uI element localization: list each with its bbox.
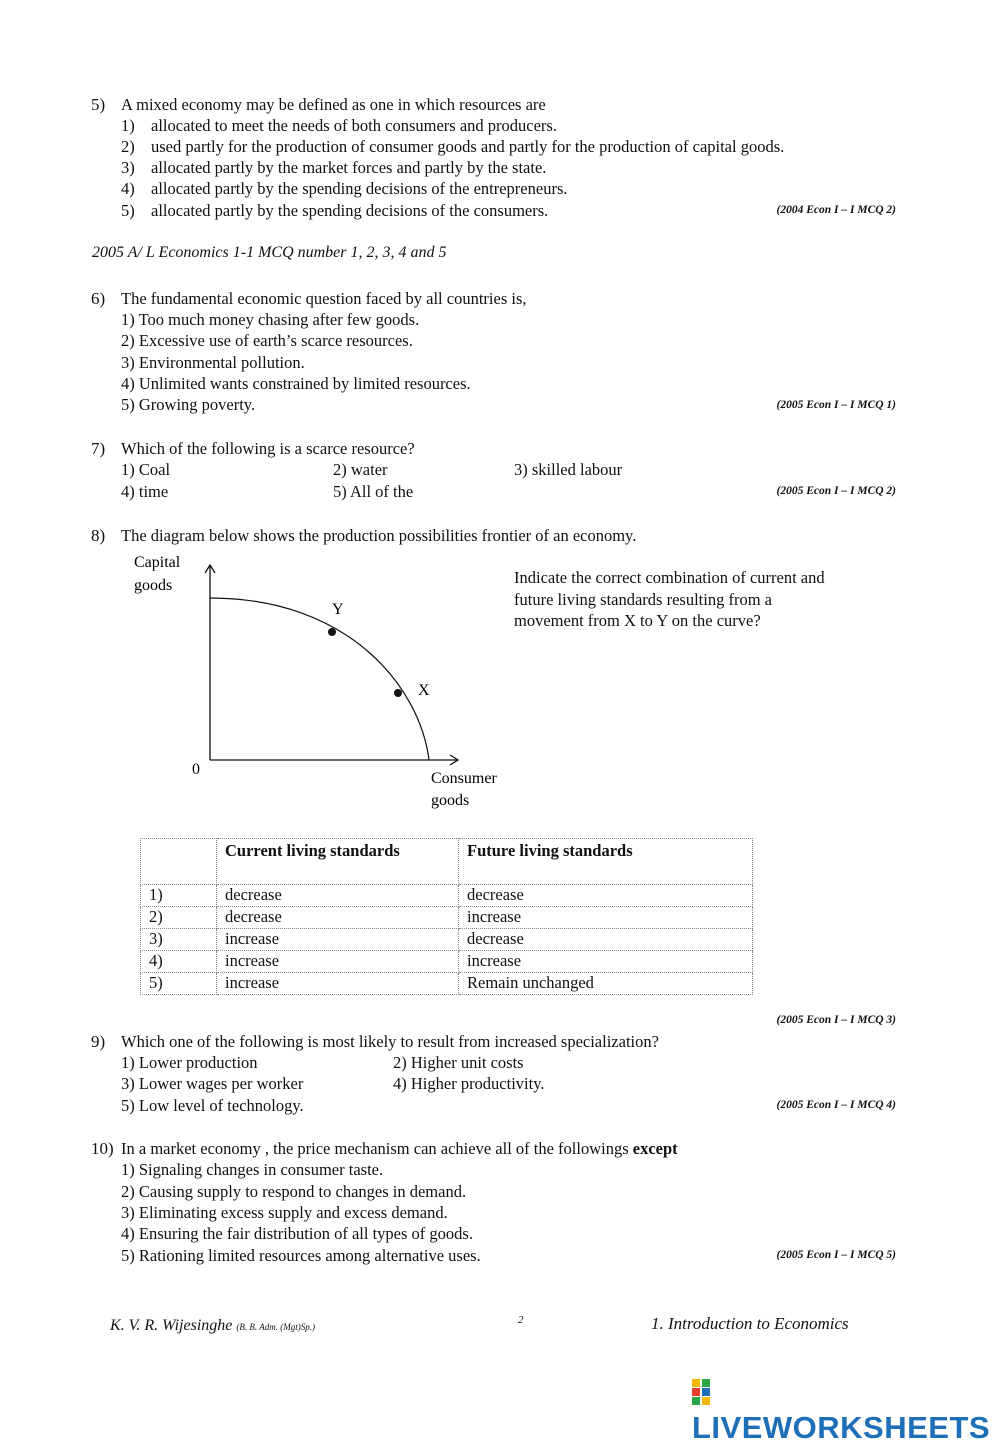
q6-option-4: 4) Unlimited wants constrained by limited resources.: [121, 374, 471, 393]
liveworksheets-logo-icon: [692, 1379, 710, 1405]
liveworksheets-logo-text: LIVEWORKSHEETS: [692, 1410, 991, 1445]
question-number-7: 7): [91, 439, 106, 458]
table-cell: increase: [459, 907, 753, 929]
q7-option-4: 4) time: [121, 482, 169, 501]
point-y-label: Y: [332, 601, 344, 618]
ppf-curve: [210, 598, 429, 760]
question-number-9: 9): [91, 1032, 106, 1051]
q5-option-5: allocated partly by the spending decisions of the consumers.: [151, 201, 549, 220]
q5-option-3: allocated partly by the market forces and partly by the state.: [151, 158, 547, 177]
question-5-stem: A mixed economy may be defined as one in which resources are: [121, 95, 546, 114]
origin-label: 0: [192, 761, 200, 778]
q5-option-number: 4): [121, 179, 135, 198]
y-axis-label-line1: Capital: [134, 554, 181, 571]
table-cell: decrease: [459, 929, 753, 951]
question-number-8: 8): [91, 526, 106, 545]
table-header-cell: Future living standards: [459, 839, 753, 885]
question-10-stem-text: In a market economy , the price mechanism can achieve all of the followings: [121, 1139, 629, 1158]
q9-option-2: 2) Higher unit costs: [393, 1053, 524, 1072]
y-axis-label-line2: goods: [134, 577, 173, 594]
table-cell: increase: [459, 951, 753, 973]
q10-option-4: 4) Ensuring the fair distribution of all types of goods.: [121, 1224, 473, 1243]
q8-instruction-line-1: Indicate the correct combination of current and: [514, 568, 825, 587]
q5-option-number: 5): [121, 201, 135, 220]
q5-option-number: 3): [121, 158, 135, 177]
q5-option-number: 1): [121, 116, 135, 135]
q7-option-2: 2) water: [333, 460, 388, 479]
footer-page-number: 2: [518, 1314, 524, 1326]
table-row: [141, 929, 753, 951]
table-cell: 5): [141, 973, 217, 995]
q5-option-number: 2): [121, 137, 135, 156]
q5-option-1: allocated to meet the needs of both consumers and producers.: [151, 116, 557, 135]
section-heading: 2005 A/ L Economics 1-1 MCQ number 1, 2, 3, 4 and 5: [92, 244, 447, 261]
x-axis-label-line1: Consumer: [431, 770, 497, 787]
question-10-except: except: [632, 1139, 678, 1158]
liveworksheets-logo[interactable]: [692, 1374, 1000, 1446]
footer-author-credentials: (B. B. Adm. (Mgt)Sp.): [236, 1322, 315, 1332]
q10-option-2: 2) Causing supply to respond to changes in demand.: [121, 1182, 467, 1201]
table-header-cell: [141, 839, 217, 885]
q6-option-3: 3) Environmental pollution.: [121, 353, 305, 372]
q6-option-5: 5) Growing poverty.: [121, 395, 256, 414]
table-header-row: [141, 839, 753, 885]
question-number-10: 10): [91, 1139, 114, 1158]
q8-instruction-line-2: future living standards resulting from a: [514, 590, 772, 609]
point-x-label: X: [418, 682, 430, 699]
q10-option-1: 1) Signaling changes in consumer taste.: [121, 1160, 384, 1179]
q9-option-3: 3) Lower wages per worker: [121, 1074, 304, 1093]
footer-author-name: K. V. R. Wijesinghe: [110, 1317, 233, 1334]
q5-option-4: allocated partly by the spending decisions of the entrepreneurs.: [151, 179, 568, 198]
table-cell: 3): [141, 929, 217, 951]
q5-source: (2004 Econ I – I MCQ 2): [776, 204, 896, 216]
table-cell: 1): [141, 885, 217, 907]
x-axis-label-line2: goods: [431, 792, 470, 809]
q6-option-2: 2) Excessive use of earth’s scarce resources.: [121, 331, 413, 350]
question-8-stem: The diagram below shows the production possibilities frontier of an economy.: [121, 526, 637, 545]
question-6-stem: The fundamental economic question faced by all countries is,: [121, 289, 527, 308]
point-y-dot: [328, 628, 336, 636]
table-cell: increase: [217, 951, 459, 973]
footer-author: [110, 1317, 315, 1335]
table-cell: decrease: [459, 885, 753, 907]
q9-option-4: 4) Higher productivity.: [393, 1074, 545, 1093]
table-cell: increase: [217, 973, 459, 995]
q9-option-1: 1) Lower production: [121, 1053, 258, 1072]
q8-source: (2005 Econ I – I MCQ 3): [776, 1014, 896, 1026]
q7-option-3: 3) skilled labour: [514, 460, 623, 479]
table-row: [141, 885, 753, 907]
q9-source: (2005 Econ I – I MCQ 4): [776, 1099, 896, 1111]
q7-source: (2005 Econ I – I MCQ 2): [776, 485, 896, 497]
ppf-diagram: [120, 548, 520, 818]
q10-option-5: 5) Rationing limited resources among alternative uses.: [121, 1246, 481, 1265]
table-cell: 2): [141, 907, 217, 929]
q7-option-1: 1) Coal: [121, 460, 171, 479]
table-cell: decrease: [217, 885, 459, 907]
table-row: [141, 951, 753, 973]
q10-source: (2005 Econ I – I MCQ 5): [776, 1249, 896, 1261]
question-7-stem: Which of the following is a scarce resource?: [121, 439, 415, 458]
question-number-6: 6): [91, 289, 106, 308]
q7-option-5: 5) All of the: [333, 482, 414, 501]
table-cell: increase: [217, 929, 459, 951]
table-cell: decrease: [217, 907, 459, 929]
table-cell: Remain unchanged: [459, 973, 753, 995]
table-cell: 4): [141, 951, 217, 973]
table-header-cell: Current living standards: [217, 839, 459, 885]
q6-source: (2005 Econ I – I MCQ 1): [776, 399, 896, 411]
table-row: [141, 973, 753, 995]
table-row: [141, 907, 753, 929]
question-9-stem: Which one of the following is most likely to result from increased specialization?: [121, 1032, 659, 1051]
question-10-stem: [121, 1138, 678, 1159]
q6-option-1: 1) Too much money chasing after few goods.: [121, 310, 420, 329]
answer-table: [140, 838, 753, 995]
q10-option-3: 3) Eliminating excess supply and excess demand.: [121, 1203, 448, 1222]
q8-instruction-line-3: movement from X to Y on the curve?: [514, 611, 761, 630]
question-number-5: 5): [91, 95, 106, 114]
point-x-dot: [394, 689, 402, 697]
q9-option-5: 5) Low level of technology.: [121, 1096, 304, 1115]
footer-chapter: 1. Introduction to Economics: [651, 1314, 849, 1333]
q5-option-2: used partly for the production of consumer goods and partly for the production of capital goods.: [151, 137, 785, 156]
